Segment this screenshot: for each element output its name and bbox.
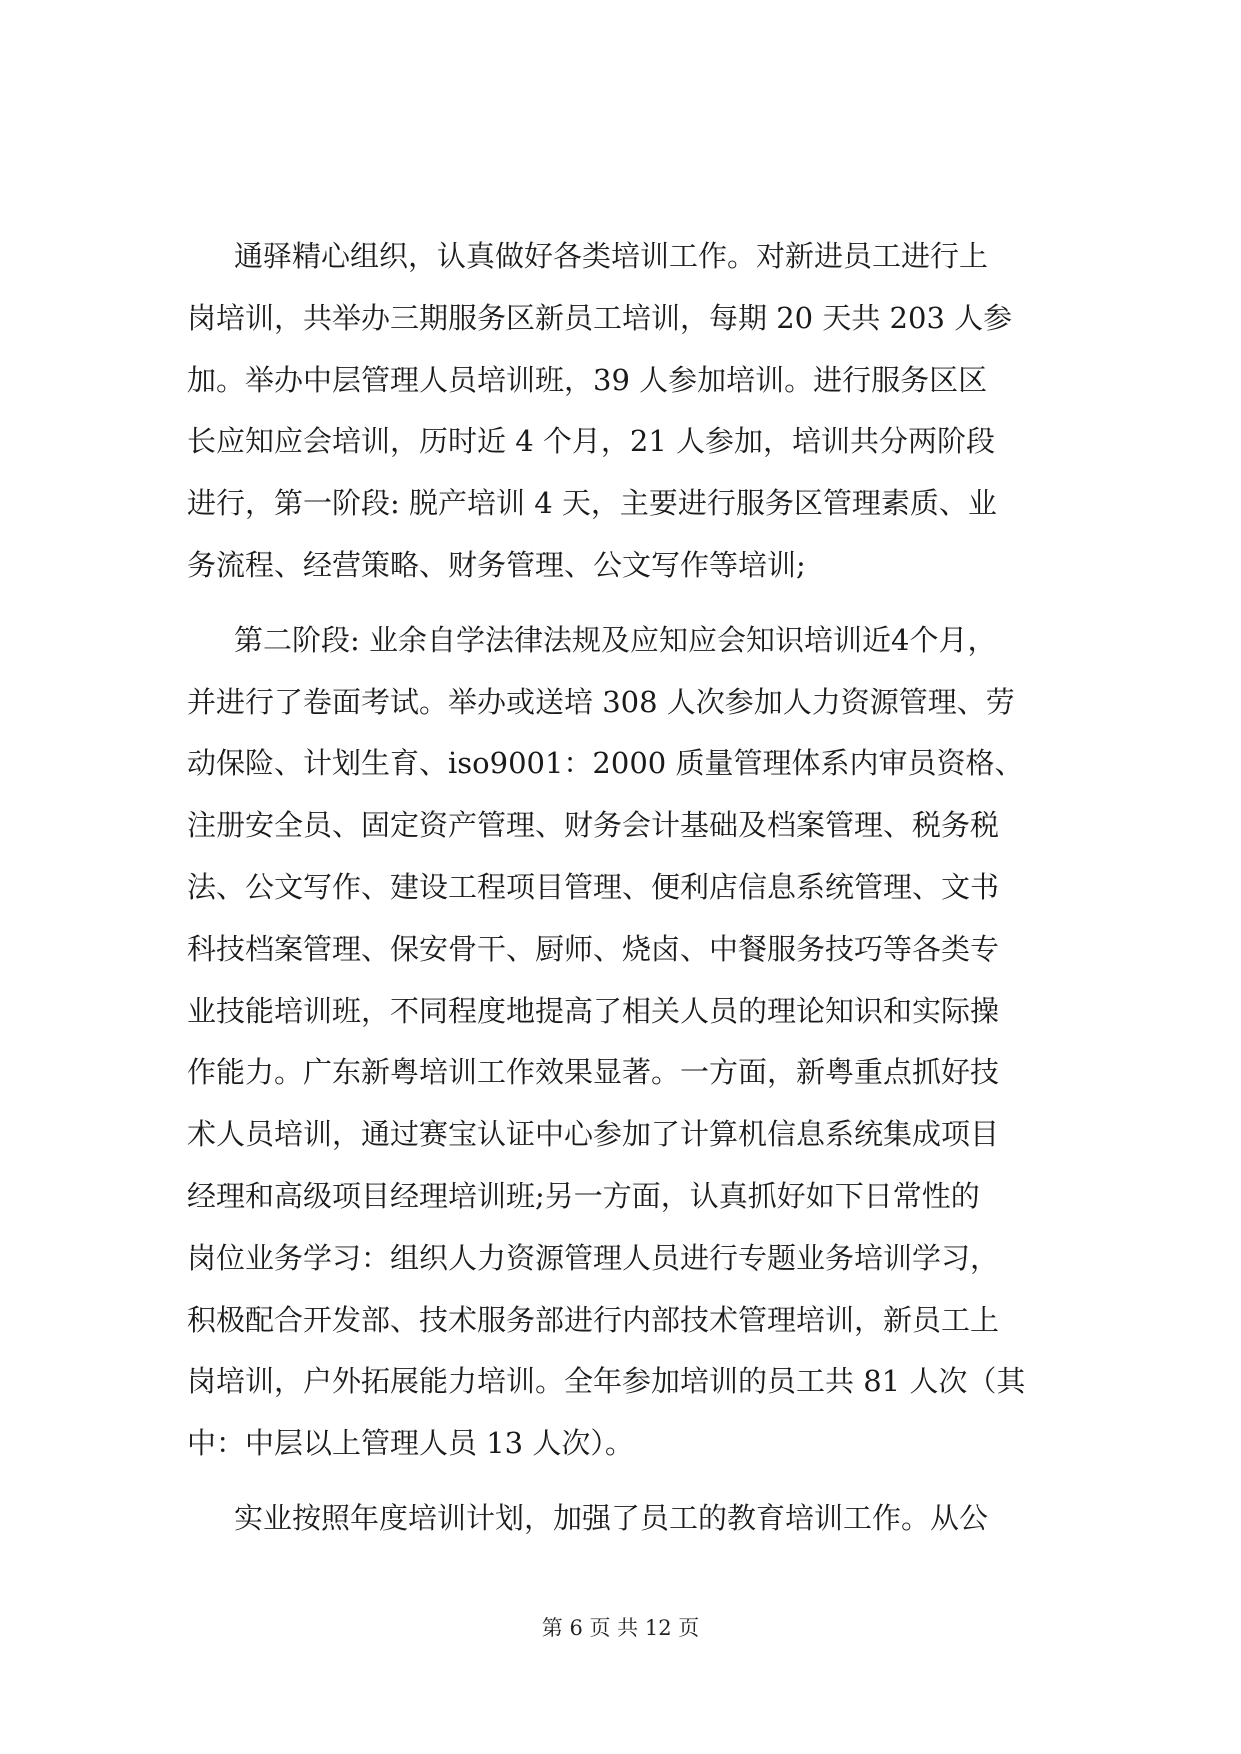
paragraph-line: 作能力。广东新粤培训工作效果显著。一方面，新粤重点抓好技 <box>187 1055 1000 1090</box>
paragraph-line: 动保险、计划生育、iso9001：2000 质量管理体系内审员资格、 <box>187 746 1024 781</box>
paragraph-line: 岗位业务学习：组织人力资源管理人员进行专题业务培训学习， <box>187 1240 1000 1275</box>
page-number-footer: 第 6 页 共 12 页 <box>541 1616 700 1640</box>
paragraph-line: 通驿精心组织，认真做好各类培训工作。对新进员工进行上 <box>234 239 989 273</box>
paragraph-line: 科技档案管理、保安骨干、厨师、烧卤、中餐服务技巧等各类专 <box>187 931 1000 966</box>
paragraph-line: 经理和高级项目经理培训班;另一方面，认真抓好如下日常性的 <box>187 1178 980 1213</box>
paragraph-line: 法、公文写作、建设工程项目管理、便利店信息系统管理、文书 <box>187 869 1000 904</box>
paragraph-line: 务流程、经营策略、财务管理、公文写作等培训; <box>187 547 806 582</box>
paragraph-line: 第二阶段: 业余自学法律法规及应知应会知识培训近4个月， <box>234 622 997 657</box>
paragraph-line: 岗培训，户外拓展能力培训。全年参加培训的员工共 81 人次（其 <box>187 1364 1026 1399</box>
document-body <box>187 226 1083 1550</box>
paragraph-line: 实业按照年度培训计划，加强了员工的教育培训工作。从公 <box>234 1500 989 1535</box>
paragraph-line: 进行，第一阶段: 脱产培训 4 天，主要进行服务区管理素质、业 <box>187 486 997 521</box>
paragraph-line: 并进行了卷面考试。举办或送培 308 人次参加人力资源管理、劳 <box>187 684 1015 719</box>
paragraph-line: 注册安全员、固定资产管理、财务会计基础及档案管理、税务税 <box>187 808 1000 843</box>
paragraph-line: 加。举办中层管理人员培训班，39 人参加培训。进行服务区区 <box>187 362 988 397</box>
paragraph-line: 长应知应会培训，历时近 4 个月，21 人参加，培训共分两阶段 <box>187 424 996 459</box>
paragraph-line: 中：中层以上管理人员 13 人次）。 <box>187 1426 634 1461</box>
paragraph-line: 岗培训，共举办三期服务区新员工培训，每期 20 天共 203 人参 <box>187 300 1013 335</box>
paragraph-line: 术人员培训，通过赛宝认证中心参加了计算机信息系统集成项目 <box>187 1117 1000 1152</box>
paragraph-line: 积极配合开发部、技术服务部进行内部技术管理培训，新员工上 <box>187 1302 1000 1337</box>
paragraph-line: 业技能培训班，不同程度地提高了相关人员的理论知识和实际操 <box>187 993 1000 1028</box>
